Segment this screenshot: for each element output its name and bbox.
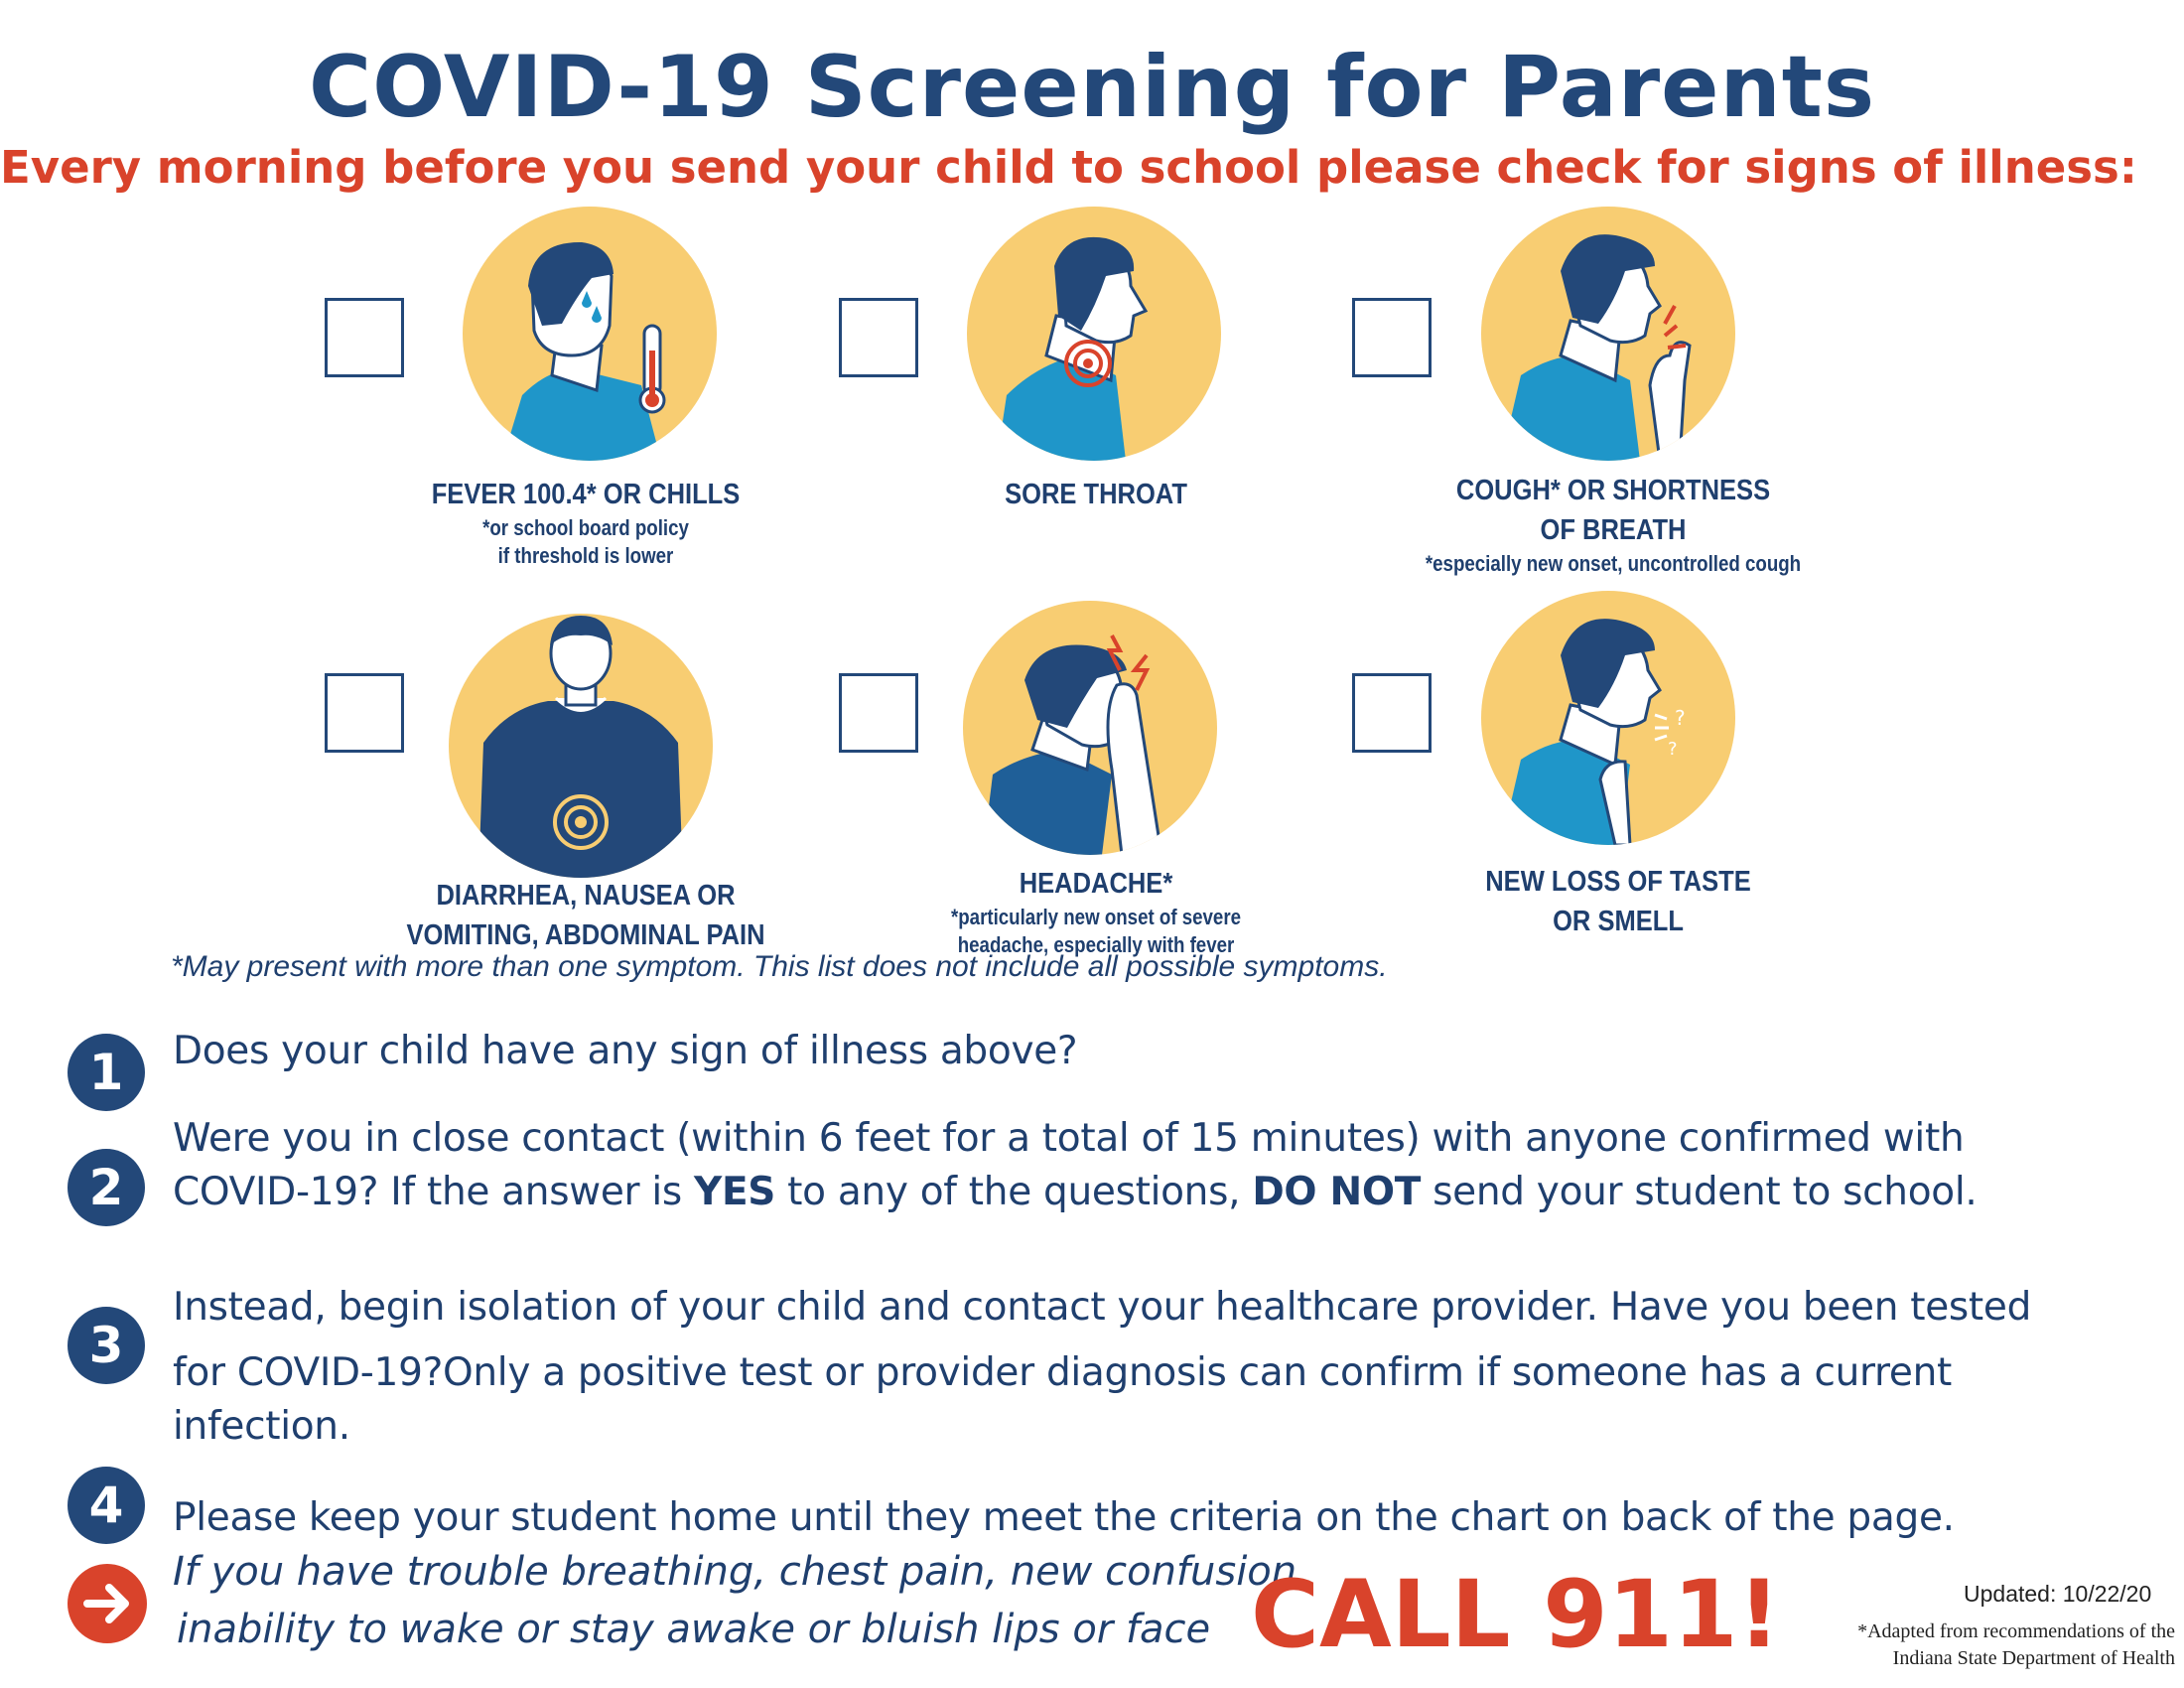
symptom-label-sore-throat: SORE THROAT	[1005, 479, 1187, 510]
page-title: COVID-19 Screening for Parents	[308, 38, 1876, 137]
updated-date: Updated: 10/22/20	[1964, 1581, 2152, 1607]
checkbox-diarrhea[interactable]	[325, 673, 404, 753]
fever-thermometer-icon	[463, 207, 717, 461]
svg-text:?: ?	[1675, 706, 1686, 730]
question-3-line-1: Instead, begin isolation of your child and contact your healthcare provider. Have you been tested	[173, 1285, 2032, 1330]
symptom-label-loss-of-taste: NEW LOSS OF TASTE OR SMELL	[1485, 866, 1751, 937]
svg-text:?: ?	[1668, 739, 1678, 760]
symptom-label-fever: FEVER 100.4* OR CHILLS *or school board policy if threshold is lower	[431, 479, 741, 568]
emergency-line-1: If you have trouble breathing, chest pain, new confusion,	[173, 1549, 1309, 1595]
sore-throat-icon	[967, 207, 1221, 461]
checkbox-cough[interactable]	[1352, 298, 1432, 377]
cough-icon	[1481, 207, 1735, 461]
step-number-4: 4	[68, 1467, 145, 1544]
question-4-text: Please keep your student home until they meet the criteria on the chart on back of the page.	[173, 1495, 1955, 1540]
question-2-line-2: COVID-19? If the answer is YES to any of the questions, DO NOT send your student to school.	[173, 1170, 1978, 1214]
yes-emphasis: YES	[694, 1170, 776, 1214]
step-number-3: 3	[68, 1307, 145, 1384]
step-number-2: 2	[68, 1149, 145, 1226]
symptom-label-headache: HEADACHE* *particularly new onset of severe headache, especially with fever	[950, 868, 1242, 957]
loss-of-taste-smell-icon	[1481, 591, 1735, 845]
checkbox-loss-of-taste[interactable]	[1352, 673, 1432, 753]
checkbox-headache[interactable]	[839, 673, 918, 753]
page-subtitle: Every morning before you send your child to school please check for signs of illness:	[0, 141, 2137, 194]
adapted-note-line-1: *Adapted from recommendations of the	[1857, 1620, 2175, 1642]
checkbox-sore-throat[interactable]	[839, 298, 918, 377]
abdominal-pain-icon	[449, 614, 713, 878]
question-3-line-3: infection.	[173, 1404, 350, 1449]
symptoms-disclaimer: *May present with more than one symptom. This list does not include all possible symptoms.	[171, 950, 1388, 983]
adapted-note-line-2: Indiana State Department of Health	[1892, 1647, 2175, 1669]
emergency-line-2: inability to wake or stay awake or bluish lips or face	[177, 1607, 1211, 1652]
symptom-label-cough: COUGH* OR SHORTNESS OF BREATH *especially new onset, uncontrolled cough	[1425, 475, 1802, 576]
question-3-line-2: for COVID-19?Only a positive test or provider diagnosis can confirm if someone has a current	[173, 1350, 1953, 1395]
do-not-emphasis: DO NOT	[1252, 1170, 1422, 1214]
symptom-label-diarrhea: DIARRHEA, NAUSEA OR VOMITING, ABDOMINAL PAIN	[406, 880, 765, 951]
step-number-1: 1	[68, 1034, 145, 1111]
headache-icon	[963, 601, 1217, 855]
call-911-callout: CALL 911!	[1251, 1561, 1781, 1669]
checkbox-fever[interactable]	[325, 298, 404, 377]
arrow-right-icon	[68, 1564, 147, 1643]
question-1-text: Does your child have any sign of illness above?	[173, 1029, 1078, 1073]
question-2-line-1: Were you in close contact (within 6 feet for a total of 15 minutes) with anyone confirmed with	[173, 1116, 1965, 1161]
